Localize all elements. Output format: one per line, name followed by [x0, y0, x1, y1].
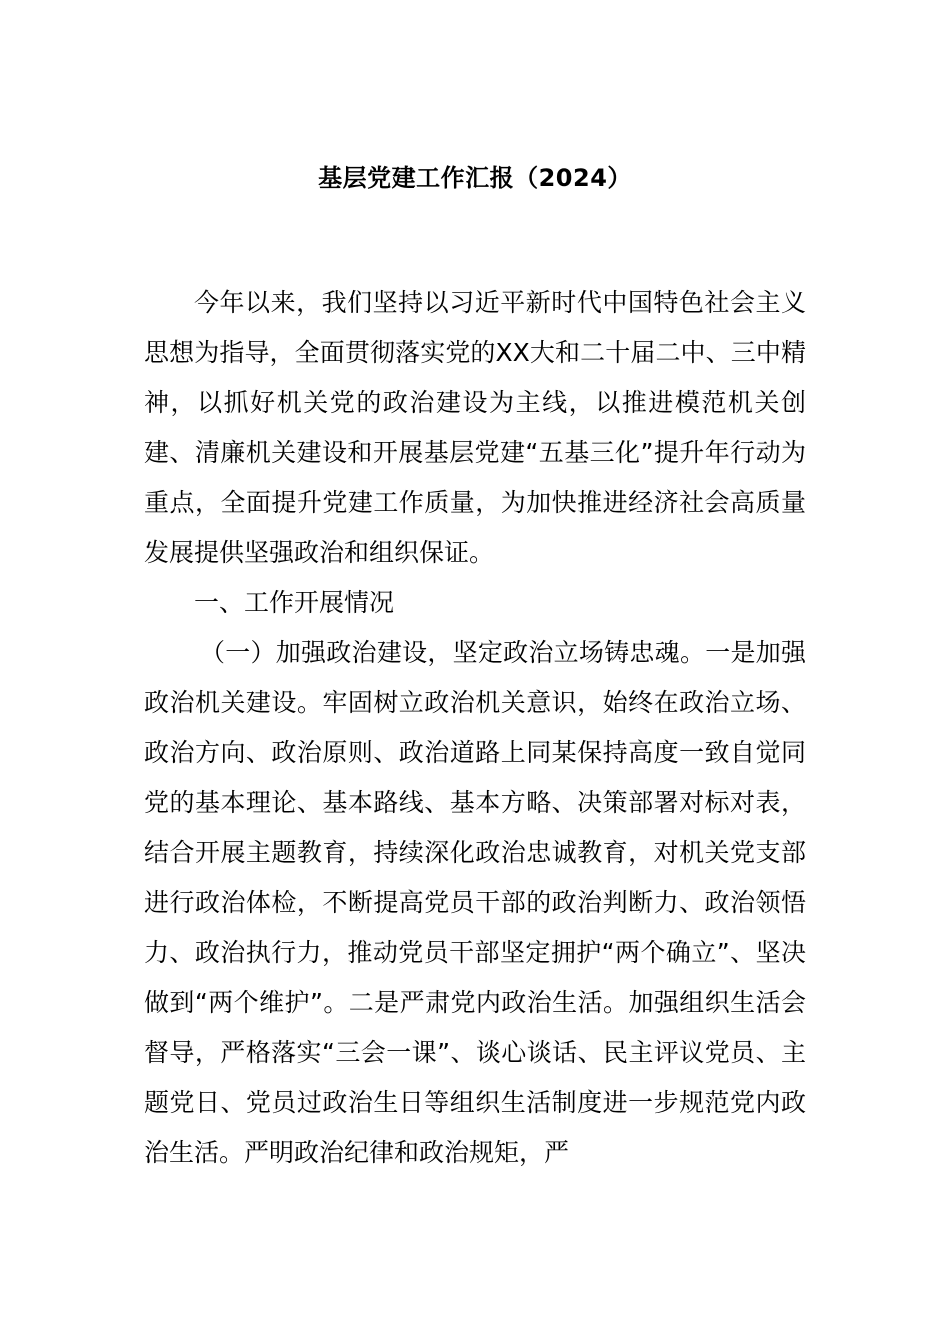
subsection-paragraph: （一）加强政治建设，坚定政治立场铸忠魂。一是加强政治机关建设。牢固树立政治机关意识，始终在政治立场、政治方向、政治原则、政治道路上同某保持高度一致自觉同党的基本理论、基本路线、基本方略、决策部署对标对表，结合开展主题教育，持续深化政治忠诚教育，对机关党支部进行政治体检，不断提高党员干部的政治判断力、政治领悟力、政治执行力，推动党员干部坚定拥护“两个确立”、坚决做到“两个维护”。二是严肃党内政治生活。加强组织生活会督导，严格落实“三会一课”、谈心谈话、民主评议党员、主题党日、党员过政治生日等组织生活制度进一步规范党内政治生活。严明政治纪律和政治规矩，严: [144, 638, 806, 1167]
document-title: 基层党建工作汇报（2024）: [318, 164, 632, 192]
document-body: [144, 278, 806, 1178]
intro-paragraph: 今年以来，我们坚持以习近平新时代中国特色社会主义思想为指导，全面贯彻落实党的XX大和二十届二中、三中精神，以抓好机关党的政治建设为主线，以推进模范机关创建、清廉机关建设和开展基层党建“五基三化”提升年行动为重点，全面提升党建工作质量，为加快推进经济社会高质量发展提供坚强政治和组织保证。: [144, 288, 806, 567]
section-heading: 一、工作开展情况: [194, 588, 395, 617]
